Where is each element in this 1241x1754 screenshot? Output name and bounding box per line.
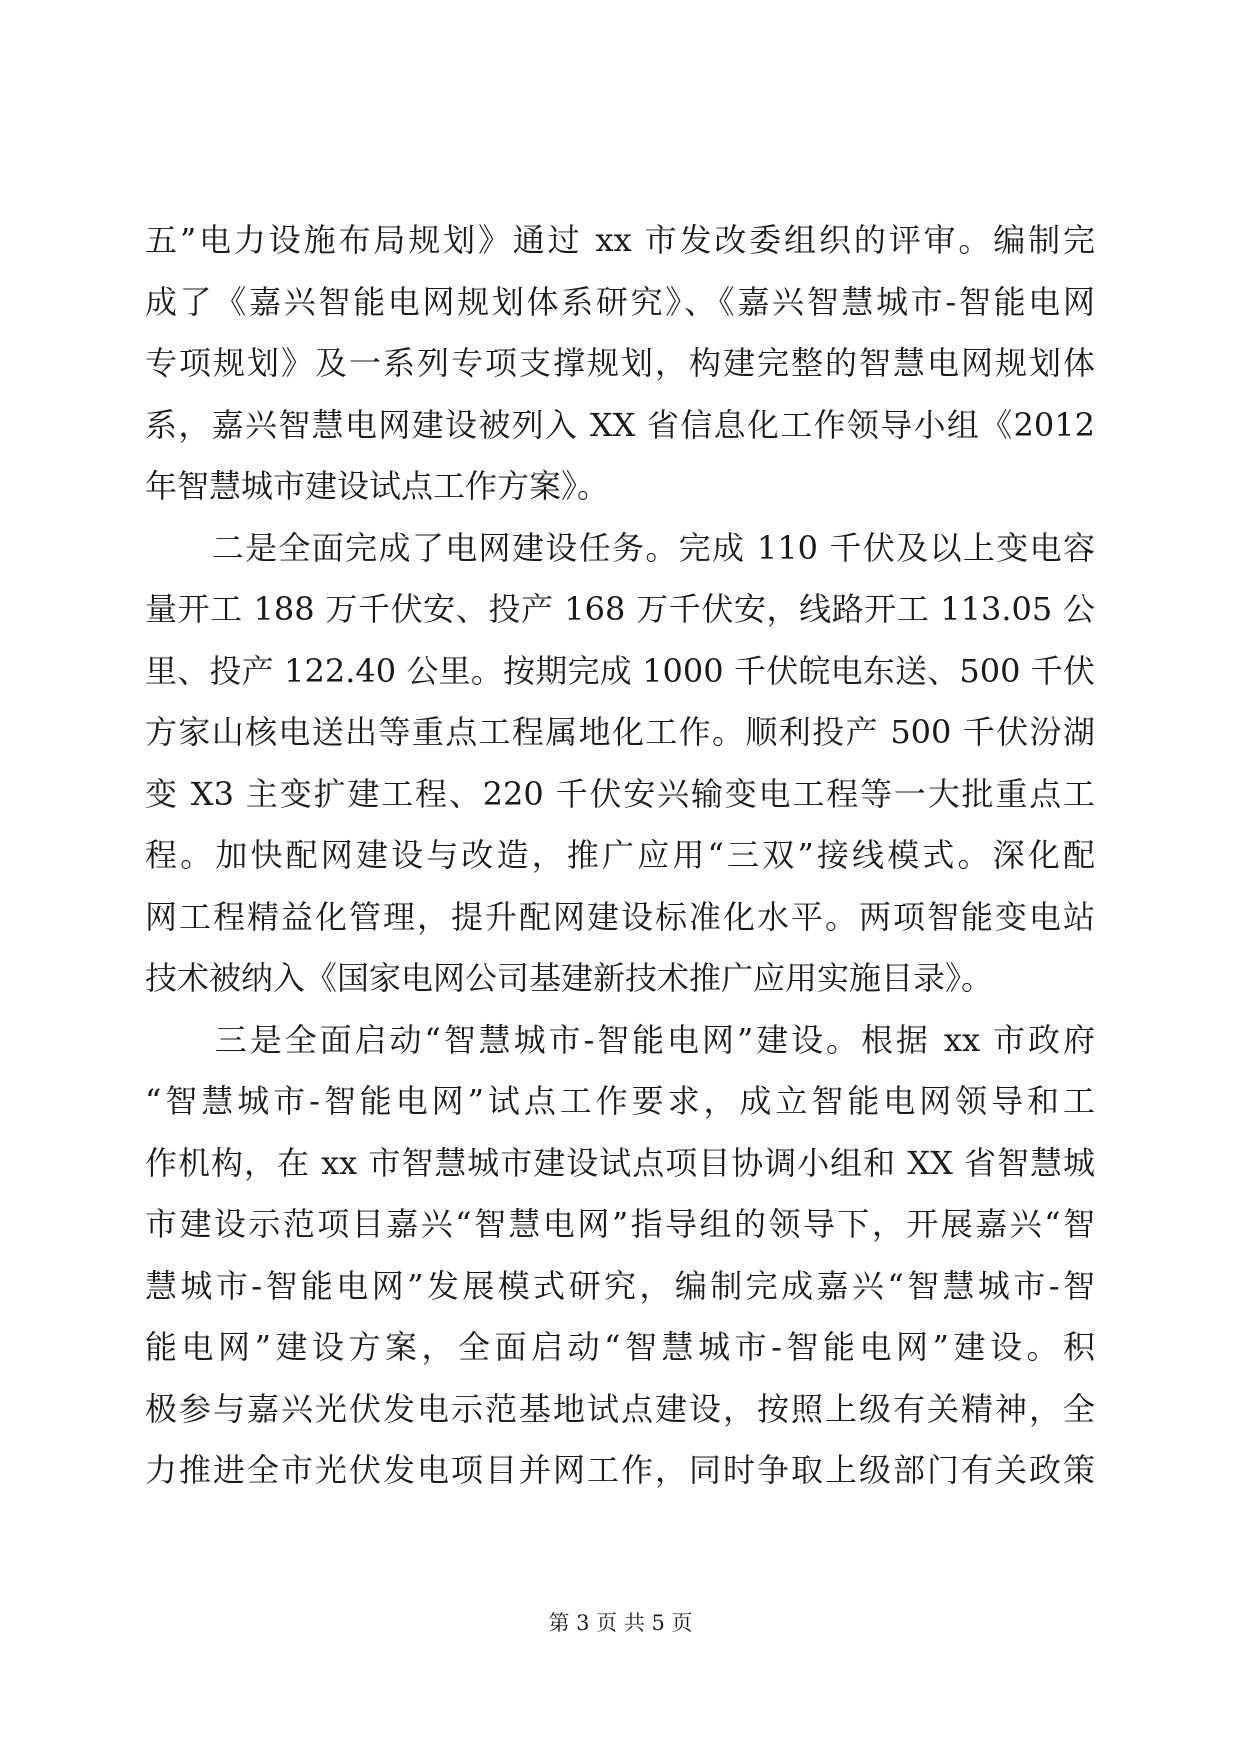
text-line: “智慧城市-智能电网”试点工作要求，成立智能电网领导和工 — [145, 1082, 1095, 1120]
text-line: 五”电力设施布局规划》通过 xx 市发改委组织的评审。编制完 — [145, 221, 1095, 259]
text-line: 市建设示范项目嘉兴“智慧电网”指导组的领导下，开展嘉兴“智 — [145, 1205, 1095, 1243]
text-line: 作机构，在 xx 市智慧城市建设试点项目协调小组和 XX 省智慧城 — [145, 1143, 1095, 1182]
text-line: 极参与嘉兴光伏发电示范基地试点建设，按照上级有关精神，全 — [145, 1389, 1095, 1428]
text-line: 专项规划》及一系列专项支撑规划，构建完整的智慧电网规划体 — [145, 344, 1095, 382]
text-line: 系，嘉兴智慧电网建设被列入 XX 省信息化工作领导小组《2012 — [145, 405, 1095, 444]
text-line: 年智慧城市建设试点工作方案》。 — [145, 467, 610, 505]
text-line: 成了《嘉兴智能电网规划体系研究》、《嘉兴智慧城市-智能电网 — [145, 282, 1095, 321]
body-text — [145, 210, 1095, 1502]
text-line: 二是全面完成了电网建设任务。完成 110 千伏及以上变电容 — [145, 528, 1095, 567]
text-line: 网工程精益化管理，提升配网建设标准化水平。两项智能变电站 — [145, 897, 1095, 936]
text-line: 力推进全市光伏发电项目并网工作，同时争取上级部门有关政策 — [145, 1451, 1095, 1489]
text-line: 程。加快配网建设与改造，推广应用“三双”接线模式。深化配 — [145, 836, 1095, 874]
text-line: 能电网”建设方案，全面启动“智慧城市-智能电网”建设。积 — [145, 1328, 1095, 1366]
text-line: 技术被纳入《国家电网公司基建新技术推广应用实施目录》。 — [145, 959, 994, 997]
text-line: 方家山核电送出等重点工程属地化工作。顺利投产 500 千伏汾湖 — [145, 713, 1095, 751]
text-line: 量开工 188 万千伏安、投产 168 万千伏安，线路开工 113.05 公 — [145, 590, 1095, 628]
text-line: 变 X3 主变扩建工程、220 千伏安兴输变电工程等一大批重点工 — [145, 774, 1095, 813]
text-line: 三是全面启动“智慧城市-智能电网”建设。根据 xx 市政府 — [145, 1020, 1095, 1059]
page-footer: 第 3 页 共 5 页 — [548, 1611, 693, 1635]
text-line: 里、投产 122.40 公里。按期完成 1000 千伏皖电东送、500 千伏 — [145, 651, 1095, 690]
text-line: 慧城市-智能电网”发展模式研究，编制完成嘉兴“智慧城市-智 — [145, 1266, 1095, 1305]
